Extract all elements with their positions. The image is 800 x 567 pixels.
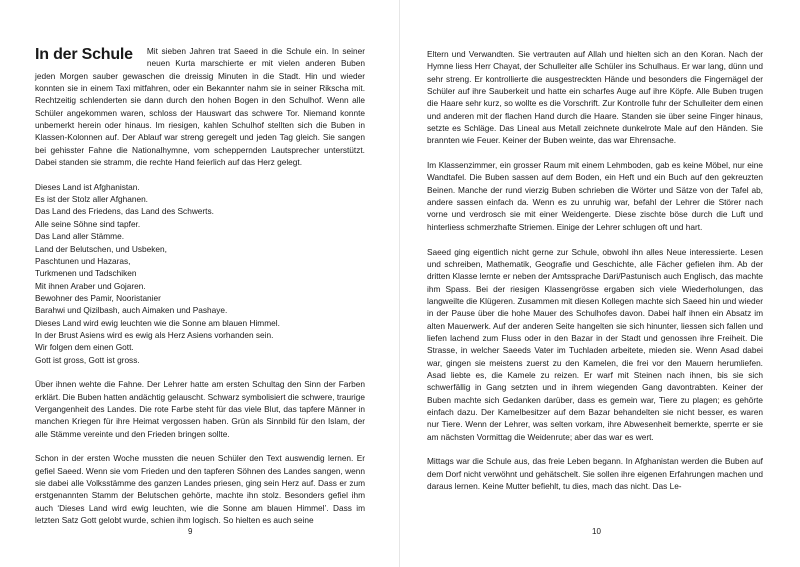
poem-line: Wir folgen dem einen Gott. [35,342,134,353]
left-paragraph-2: Über ihnen wehte die Fahne. Der Lehrer hatte am ersten Schultag den Sinn der Farben erklärt. Die Buben hatten andächtig gelauscht. Schwarz symbolisiert die schwere, traurige Vergangenheit des Landes. Die rote Farbe steht für das viele Blut, das tapfere Männer in manchen Kriegen für ihre Heimat vergossen haben. Grün als Sinnbild für den Islam, der alle Stämme vereinte und den Frieden bringen sollte. [35,379,365,439]
poem-line: Land der Belutschen, und Usbeken, [35,243,167,254]
right-paragraph-2: Im Klassenzimmer, ein grosser Raum mit einem Lehmboden, gab es keine Möbel, nur eine Wandtafel. Die Buben sassen auf dem Boden, ein Heft und ein Buch auf den gekreuzten Beinen. Manche der rund vierzig Buben schrieben die Wörter und Sätze von der Tafel ab, andere sassen einfach da. Wenn es zu unruhig war, befahl der Lehrer die Störer nach vorne und verdrosch sie mit einer Weidengerte. Diese zischte böse durch die Luft und hinterliess schmerzhafte Striemen. Einige der Lehrer schlugen oft und hart. [427,160,763,232]
anthem-poem [35,181,365,366]
poem-line: Barahwi und Qizilbash, auch Aimaken und Pashaye. [35,305,228,316]
poem-line: Das Land aller Stämme. [35,231,125,242]
poem-line: Es ist der Stolz aller Afghanen. [35,194,148,205]
poem-line: Das Land des Friedens, das Land des Schwerts. [35,206,214,217]
right-paragraph-3: Saeed ging eigentlich nicht gerne zur Schule, obwohl ihn alles Neue interessierte. Lesen und schreiben, Mathematik, Geografie und Geschichte, alle Fächer gefielen ihm. Ab der dritten Klasse lernte er neben der Amtssprache Dari/Pastunisch auch Englisch, das machte ihm Spass. Bei der riesigen Klassengrösse ergaben sich viele Wiederholungen, das langweilte die Klügeren. Zusammen mit diesen Kollegen machte sich Saeed hin und wieder in der Pause über die hohe Mauer des Schulhofes davon. Dabei half ihnen ein Absatz im alten Mauerwerk. Auf der anderen Seite hangelten sie sich hinunter, liessen sich fallen und liefen lachend zum Fluss oder in den Bazar in der Stadt und genossen ihre Freiheit. Die Strasse, in welcher Saeeds Vater im Tuchladen arbeitete, mieden sie. Wenn Asad dabei war, gingen sie meistens zuerst zu den Kamelen, die frei vor den Mauern herumliefen. Asad liebte es, die Kamele zu reizen. Er warf mit Steinen nach ihnen, bis sie sich schwerfällig in Gang setzten und in ihrem wiegenden Gang davontrabten. Keiner der Buben machte sich Gedanken darüber, dass es gemein war, Tiere zu plagen; es gehörte einfach dazu. Der Kamelbesitzer auf dem Bazar behandelten sie nicht besser, es waren nur Tiere. Wenn der Lehrer, was selten vorkam, ihre Abwesenheit bemerkte, sperrte er sie am nächsten Vormittag die Weidenrute; aber das war es wert. [427,246,763,442]
poem-line: Mit ihnen Araber und Gojaren. [35,280,146,291]
poem-line: Paschtunen und Hazaras, [35,255,131,266]
right-page [400,0,800,567]
right-paragraph-4: Mittags war die Schule aus, das freie Leben begann. In Afghanistan werden die Buben auf dem Dorf nicht verwöhnt und gehätschelt. Sie sollen ihre eigenen Erfahrungen machen und daraus lernen. Keine Mutter befiehlt, tu dies, mach das nicht. Das Le- [427,456,763,492]
poem-line: Dieses Land wird ewig leuchten wie die Sonne am blauen Himmel. [35,317,280,328]
left-paragraph-1: Mit sieben Jahren trat Saeed in die Schule ein. In seiner neuen Kurta marschierte er mit vielen anderen Buben jeden Morgen sauber gewaschen die dreissig Minuten in die Stadt. Hin und wieder konnten sie in einem Taxi mitfahren, oder ein Bekannter nahm sie in seiner Rikscha mit. Rechtzeitig schlenderten sie dann durch den hohen Bogen in den Schulhof. Wenn alle Schüler angekommen waren, schloss der Hauswart das schwere Tor. Niemand konnte unbemerkt herein oder hinaus. Im riesigen, kahlen Schulhof stellten sich die Buben in Klassen-Kolonnen auf. Der Ablauf war streng geregelt und jeden Tag gleich. Sie sangen bei gehisster Fahne die Nationalhymne, vom scheppernden Lautsprecher unterstützt. Dabei standen sie stramm, die rechte Hand feierlich auf das Herz gelegt. [35,46,365,168]
poem-line: Turkmenen und Tadschiken [35,268,137,279]
right-paragraph-1: Eltern und Verwandten. Sie vertrauten auf Allah und hielten sich an den Koran. Nach der Hymne liess Herr Chayat, der Schulleiter alle Schüler ins Schulhaus. Er war lang, dünn und sehr streng. Er kontrollierte die ausgestreckten Hände und besonders die Fingernägel der Schüler auf ihre Sauberkeit und hatte ein scharfes Auge auf ihre Köpfe. Alle Buben trugen die Haare sehr kurz, so wollte es die Vorschrift. Zur Kontrolle fuhr der Schulleiter dem einen und anderen mit der flachen Hand durch die Haare. Standen sie über seine Finger hinaus, setzte es Schläge. Das Lineal aus Metall zeichnete dunkelrote Male auf den Händen. Sie brannten wie Feuer. Keiner der Buben weinte, das war Ehrensache. [427,49,763,146]
page-number-left: 9 [188,527,193,536]
poem-line: In der Brust Asiens wird es ewig als Herz Asiens vorhanden sein. [35,329,274,340]
poem-line: Alle seine Söhne sind tapfer. [35,218,141,229]
poem-line: Gott ist gross, Gott ist gross. [35,354,140,365]
poem-line: Dieses Land ist Afghanistan. [35,181,140,192]
poem-line: Bewohner des Pamir, Nooristanier [35,292,161,303]
right-page-text [427,48,763,492]
page-number-right: 10 [592,527,601,536]
chapter-heading: In der Schule [35,46,133,63]
left-page-text [35,45,365,526]
left-paragraph-3: Schon in der ersten Woche mussten die neuen Schüler den Text auswendig lernen. Er gefiel Saeed. Wenn sie vom Frieden und den tapferen Söhnen des Landes sangen, wenn sie dabei alle Volksstämme des ganzen Landes priesen, ging sein Herz auf. Dass er zum erstgenannten Stamm der Belutschen gehörte, machte ihn stolz. Besonders gefiel ihm auch ‘Dieses Land wird ewig leuchten, wie die Sonne am blauen Himmel’. Dass im letzten Satz Gott gelobt wurde, schien ihm logisch. So hielten es auch seine [35,453,365,526]
